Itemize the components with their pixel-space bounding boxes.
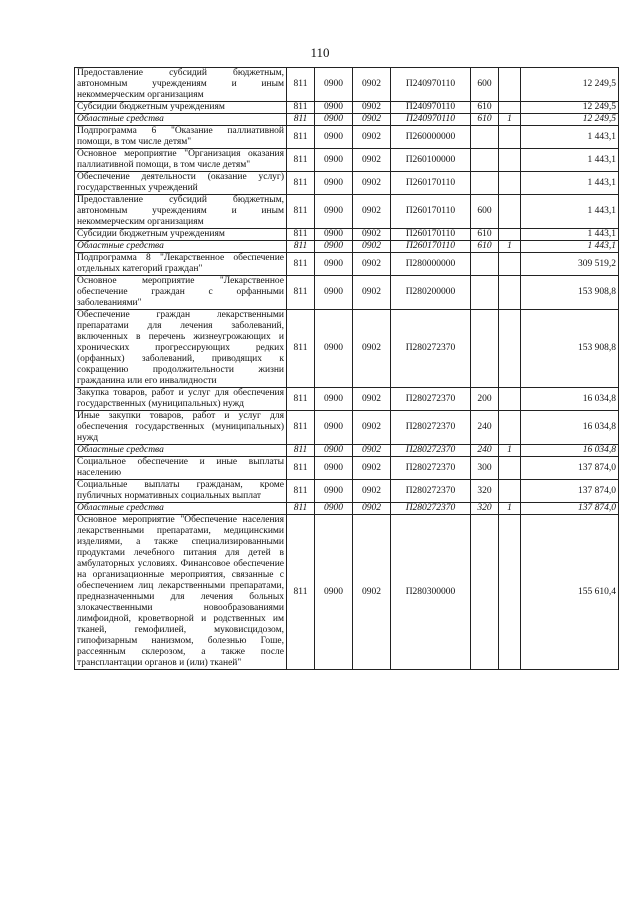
cell-funding-source: 1 — [499, 503, 521, 515]
cell-amount: 1 443,1 — [521, 149, 619, 172]
cell-target-article: П260170110 — [391, 172, 471, 195]
cell-name: Иные закупки товаров, работ и услуг для обеспечения государственных (муниципальных) нужд — [75, 411, 287, 445]
cell-funding-source — [499, 253, 521, 276]
table-row — [75, 411, 619, 445]
cell-subsection: 0902 — [353, 388, 391, 411]
cell-name: Областные средства — [75, 241, 287, 253]
table-row — [75, 172, 619, 195]
cell-subsection: 0902 — [353, 102, 391, 114]
cell-name: Закупка товаров, работ и услуг для обеспечения государственных (муниципальных) нужд — [75, 388, 287, 411]
cell-admin-code: 811 — [287, 149, 315, 172]
cell-amount: 12 249,5 — [521, 114, 619, 126]
cell-subsection: 0902 — [353, 126, 391, 149]
cell-target-article: П240970110 — [391, 68, 471, 102]
cell-subsection: 0902 — [353, 445, 391, 457]
cell-amount: 153 908,8 — [521, 310, 619, 388]
cell-amount: 137 874,0 — [521, 457, 619, 480]
cell-funding-source — [499, 310, 521, 388]
table-row — [75, 480, 619, 503]
cell-name: Областные средства — [75, 445, 287, 457]
cell-expense-type: 610 — [471, 102, 499, 114]
cell-section: 0900 — [315, 253, 353, 276]
cell-section: 0900 — [315, 241, 353, 253]
table-row — [75, 114, 619, 126]
cell-name: Областные средства — [75, 114, 287, 126]
table-row — [75, 276, 619, 310]
cell-amount: 1 443,1 — [521, 126, 619, 149]
cell-section: 0900 — [315, 457, 353, 480]
cell-funding-source: 1 — [499, 241, 521, 253]
page-number: 110 — [310, 45, 330, 60]
cell-subsection: 0902 — [353, 149, 391, 172]
cell-target-article: П240970110 — [391, 114, 471, 126]
cell-admin-code: 811 — [287, 229, 315, 241]
cell-name: Областные средства — [75, 503, 287, 515]
cell-subsection: 0902 — [353, 457, 391, 480]
cell-expense-type — [471, 149, 499, 172]
cell-subsection: 0902 — [353, 310, 391, 388]
cell-expense-type — [471, 310, 499, 388]
cell-name: Основное мероприятие "Обеспечение населения лекарственными препаратами, медицинскими изделиями, а также специализированными продуктами лечебного питания для детей в амбулаторных условиях. Финансовое обеспечение на организационные мероприятия, связанные с обеспечением лиц лекарственными препаратами, предназначенными для лечения больных злокачественными новообразованиями лимфоидной, кроветворной и родственных им тканей, гемофилией, муковисцидозом, гипофизарным нанизмом, болезнью Гоше, рассеянным склерозом, а также после трансплантации органов и (или) тканей" — [75, 515, 287, 670]
cell-admin-code: 811 — [287, 68, 315, 102]
table-row — [75, 503, 619, 515]
cell-subsection: 0902 — [353, 411, 391, 445]
cell-subsection: 0902 — [353, 253, 391, 276]
cell-expense-type: 610 — [471, 114, 499, 126]
table-row — [75, 229, 619, 241]
cell-expense-type — [471, 253, 499, 276]
table-row — [75, 515, 619, 670]
table-row — [75, 241, 619, 253]
table-row — [75, 149, 619, 172]
cell-name: Предоставление субсидий бюджетным, автономным учреждениям и иным некоммерческим организациям — [75, 195, 287, 229]
cell-funding-source — [499, 68, 521, 102]
cell-admin-code: 811 — [287, 126, 315, 149]
cell-amount: 12 249,5 — [521, 102, 619, 114]
cell-section: 0900 — [315, 102, 353, 114]
cell-target-article: П280272370 — [391, 445, 471, 457]
cell-funding-source: 1 — [499, 445, 521, 457]
cell-subsection: 0902 — [353, 503, 391, 515]
cell-funding-source — [499, 229, 521, 241]
cell-admin-code: 811 — [287, 503, 315, 515]
table-row — [75, 68, 619, 102]
cell-name: Социальное обеспечение и иные выплаты населению — [75, 457, 287, 480]
cell-amount: 1 443,1 — [521, 172, 619, 195]
cell-admin-code: 811 — [287, 102, 315, 114]
cell-expense-type — [471, 172, 499, 195]
cell-admin-code: 811 — [287, 172, 315, 195]
cell-amount: 137 874,0 — [521, 503, 619, 515]
cell-funding-source — [499, 102, 521, 114]
cell-admin-code: 811 — [287, 480, 315, 503]
cell-expense-type — [471, 276, 499, 310]
cell-section: 0900 — [315, 149, 353, 172]
cell-name: Подпрограмма 8 "Лекарственное обеспечение отдельных категорий граждан" — [75, 253, 287, 276]
cell-section: 0900 — [315, 229, 353, 241]
cell-admin-code: 811 — [287, 388, 315, 411]
cell-name: Обеспечение граждан лекарственными препаратами для лечения заболеваний, включенных в перечень жизнеугрожающих и хронических прогрессирующих редких (орфанных) заболеваний, приводящих к сокращению продолжительности жизни гражданина или его инвалидности — [75, 310, 287, 388]
cell-admin-code: 811 — [287, 310, 315, 388]
cell-expense-type — [471, 126, 499, 149]
cell-target-article: П280272370 — [391, 480, 471, 503]
cell-section: 0900 — [315, 195, 353, 229]
cell-amount: 155 610,4 — [521, 515, 619, 670]
cell-name: Предоставление субсидий бюджетным, автономным учреждениям и иным некоммерческим организациям — [75, 68, 287, 102]
cell-expense-type: 240 — [471, 445, 499, 457]
cell-subsection: 0902 — [353, 172, 391, 195]
cell-amount: 16 034,8 — [521, 388, 619, 411]
cell-amount: 1 443,1 — [521, 229, 619, 241]
cell-section: 0900 — [315, 503, 353, 515]
cell-expense-type: 300 — [471, 457, 499, 480]
table-row — [75, 195, 619, 229]
cell-amount: 1 443,1 — [521, 241, 619, 253]
cell-subsection: 0902 — [353, 241, 391, 253]
cell-target-article: П280000000 — [391, 253, 471, 276]
cell-target-article: П280272370 — [391, 388, 471, 411]
cell-name: Основное мероприятие "Лекарственное обеспечение граждан с орфанными заболеваниями" — [75, 276, 287, 310]
cell-target-article: П280272370 — [391, 457, 471, 480]
cell-admin-code: 811 — [287, 515, 315, 670]
cell-name: Обеспечение деятельности (оказание услуг) государственных учреждений — [75, 172, 287, 195]
cell-admin-code: 811 — [287, 114, 315, 126]
cell-subsection: 0902 — [353, 68, 391, 102]
cell-expense-type — [471, 515, 499, 670]
table-row — [75, 126, 619, 149]
cell-target-article: П280200000 — [391, 276, 471, 310]
cell-subsection: 0902 — [353, 229, 391, 241]
cell-subsection: 0902 — [353, 276, 391, 310]
cell-amount: 137 874,0 — [521, 480, 619, 503]
cell-target-article: П240970110 — [391, 102, 471, 114]
cell-target-article: П280272370 — [391, 503, 471, 515]
cell-admin-code: 811 — [287, 445, 315, 457]
cell-admin-code: 811 — [287, 276, 315, 310]
table-row — [75, 310, 619, 388]
cell-target-article: П260000000 — [391, 126, 471, 149]
cell-funding-source — [499, 411, 521, 445]
cell-name: Субсидии бюджетным учреждениям — [75, 229, 287, 241]
cell-target-article: П260170110 — [391, 229, 471, 241]
cell-target-article: П260170110 — [391, 241, 471, 253]
cell-section: 0900 — [315, 480, 353, 503]
cell-subsection: 0902 — [353, 195, 391, 229]
cell-amount: 16 034,8 — [521, 411, 619, 445]
cell-expense-type: 320 — [471, 480, 499, 503]
cell-funding-source — [499, 149, 521, 172]
cell-name: Подпрограмма 6 "Оказание паллиативной помощи, в том числе детям" — [75, 126, 287, 149]
cell-admin-code: 811 — [287, 241, 315, 253]
cell-amount: 1 443,1 — [521, 195, 619, 229]
cell-amount: 153 908,8 — [521, 276, 619, 310]
cell-target-article: П280272370 — [391, 310, 471, 388]
cell-expense-type: 610 — [471, 229, 499, 241]
cell-section: 0900 — [315, 388, 353, 411]
cell-funding-source — [499, 172, 521, 195]
cell-funding-source — [499, 388, 521, 411]
table-row — [75, 253, 619, 276]
cell-funding-source — [499, 480, 521, 503]
table-row — [75, 102, 619, 114]
cell-section: 0900 — [315, 126, 353, 149]
cell-section: 0900 — [315, 172, 353, 195]
cell-section: 0900 — [315, 68, 353, 102]
cell-funding-source — [499, 195, 521, 229]
cell-section: 0900 — [315, 411, 353, 445]
table-row — [75, 388, 619, 411]
budget-table-body — [75, 68, 619, 670]
cell-funding-source — [499, 276, 521, 310]
cell-admin-code: 811 — [287, 195, 315, 229]
cell-expense-type: 240 — [471, 411, 499, 445]
cell-section: 0900 — [315, 515, 353, 670]
budget-table — [74, 67, 619, 670]
cell-name: Субсидии бюджетным учреждениям — [75, 102, 287, 114]
cell-section: 0900 — [315, 114, 353, 126]
cell-expense-type: 320 — [471, 503, 499, 515]
cell-target-article: П280272370 — [391, 411, 471, 445]
cell-target-article: П260170110 — [391, 195, 471, 229]
cell-section: 0900 — [315, 310, 353, 388]
cell-amount: 309 519,2 — [521, 253, 619, 276]
cell-subsection: 0902 — [353, 515, 391, 670]
cell-name: Основное мероприятие "Организация оказания паллиативной помощи, в том числе детям" — [75, 149, 287, 172]
cell-expense-type: 200 — [471, 388, 499, 411]
cell-funding-source — [499, 126, 521, 149]
cell-section: 0900 — [315, 445, 353, 457]
table-row — [75, 457, 619, 480]
table-row — [75, 445, 619, 457]
cell-amount: 12 249,5 — [521, 68, 619, 102]
cell-target-article: П260100000 — [391, 149, 471, 172]
cell-subsection: 0902 — [353, 114, 391, 126]
cell-admin-code: 811 — [287, 253, 315, 276]
cell-target-article: П280300000 — [391, 515, 471, 670]
cell-funding-source: 1 — [499, 114, 521, 126]
cell-amount: 16 034,8 — [521, 445, 619, 457]
cell-name: Социальные выплаты гражданам, кроме публичных нормативных социальных выплат — [75, 480, 287, 503]
cell-subsection: 0902 — [353, 480, 391, 503]
cell-expense-type: 600 — [471, 195, 499, 229]
cell-expense-type: 600 — [471, 68, 499, 102]
cell-admin-code: 811 — [287, 411, 315, 445]
cell-funding-source — [499, 457, 521, 480]
cell-expense-type: 610 — [471, 241, 499, 253]
cell-section: 0900 — [315, 276, 353, 310]
cell-admin-code: 811 — [287, 457, 315, 480]
cell-funding-source — [499, 515, 521, 670]
